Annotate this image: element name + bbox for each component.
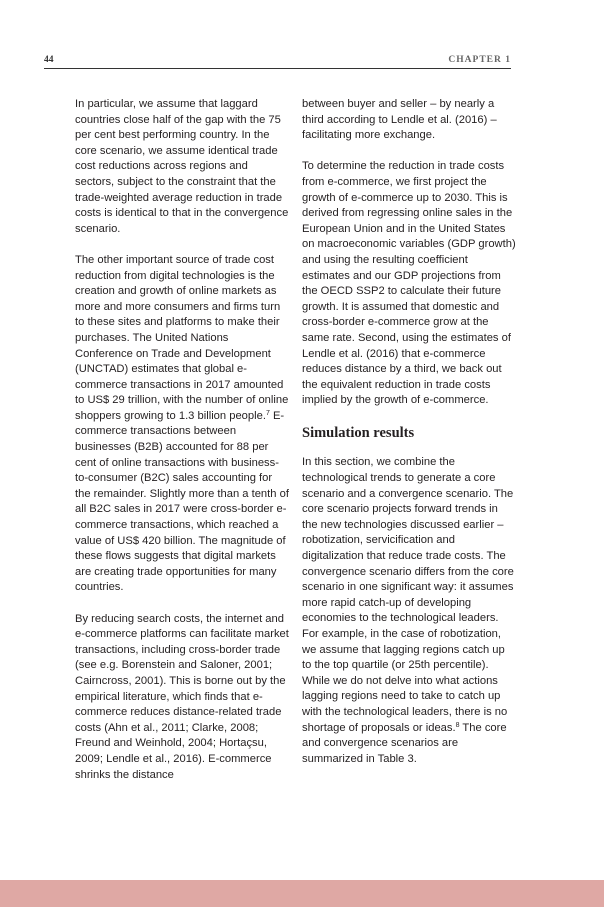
paragraph-text: The other important source of trade cost reduction from digital technologies is the creation and growth of online markets as more and more consumers and firms turn to these sites and platforms to make their purchases. The United Nations Conference on Trade and Development (UNCTAD) estimates that global e-commerce transactions in 2017 amounted to US$ 29 trillion, with the number of online shoppers growing to 1.3 billion people. (75, 253, 289, 422)
paragraph: In particular, we assume that laggard countries close half of the gap with the 75 per cent best performing country. In the core scenario, we assume identical trade cost reductions across regions and sectors, subject to the constraint that the trade-weighted average reduction in trade costs is identical to that in the convergence scenario. (75, 98, 289, 235)
paragraph-text: E-commerce transactions between businesses (B2B) accounted for 88 per cent of online transactions with business-to-consumer (B2C) sales accounting for the remainder. Slightly more than a tenth of all B2C sales in 2017 were cross-border e-commerce transactions, which reached a value of US$ 420 billion. The magnitude of these flows suggests that digital markets are creating trade opportunities for many countries. (75, 409, 289, 594)
chapter-label: CHAPTER 1 (448, 55, 511, 65)
page-number: 44 (44, 55, 54, 65)
header-rule (44, 68, 511, 69)
right-column (302, 97, 516, 767)
paragraph-text: In this section, we combine the technological trends to generate a core scenario and a convergence scenario. The core scenario projects forward trends in the new technologies discussed earlier – robotization, servicification and digitalization that reduce trade costs. The convergence scenario differs from the core scenario in one significant way: it assumes more rapid catch-up of developing economies to the technological leaders. For example, in the case of robotization, we assume that lagging regions catch up to the top quartile (or 25th percentile). While we do not delve into what actions lagging regions need to take to catch up with the technological leaders, there is no shortage of proposals or ideas. (302, 456, 514, 734)
footnote-ref[interactable]: 7 (265, 409, 270, 417)
section-heading: Simulation results (302, 425, 415, 442)
footnote-ref[interactable]: 8 (455, 721, 460, 729)
left-column (75, 97, 289, 783)
paragraph: To determine the reduction in trade costs from e-commerce, we first project the growth of e-commerce up to 2030. This is derived from regressing online sales in the European Union and in the United States on macroeconomic variables (GDP growth) and using the resulting coefficient estimates and our GDP projections from the OECD SSP2 to calculate their future growth. It is assumed that domestic and cross-border e-commerce grow at the same rate. Second, using the estimates of Lendle et al. (2016) that e-commerce reduces distance by a third, we back out the equivalent reduction in trade costs implied by the growth of e-commerce. (302, 160, 516, 407)
paragraph (302, 455, 516, 767)
paragraph: between buyer and seller – by nearly a third according to Lendle et al. (2016) – facilitating more exchange. (302, 98, 497, 142)
paragraph-text: The core and convergence scenarios are summarized in Table 3. (302, 721, 507, 765)
paragraph: By reducing search costs, the internet and e-commerce platforms can facilitate market transactions, including cross-border trade (see e.g. Borenstein and Saloner, 2001; Cairncross, 2001). This is borne out by the empirical literature, which finds that e-commerce reduces distance-related trade costs (Ahn et al., 2011; Clarke, 2008; Freund and Weinhold, 2004; Hortaçsu, 2009; Lendle et al., 2016). E-commerce shrinks the distance (75, 612, 289, 781)
footer-band (0, 880, 604, 907)
paragraph (75, 253, 289, 596)
